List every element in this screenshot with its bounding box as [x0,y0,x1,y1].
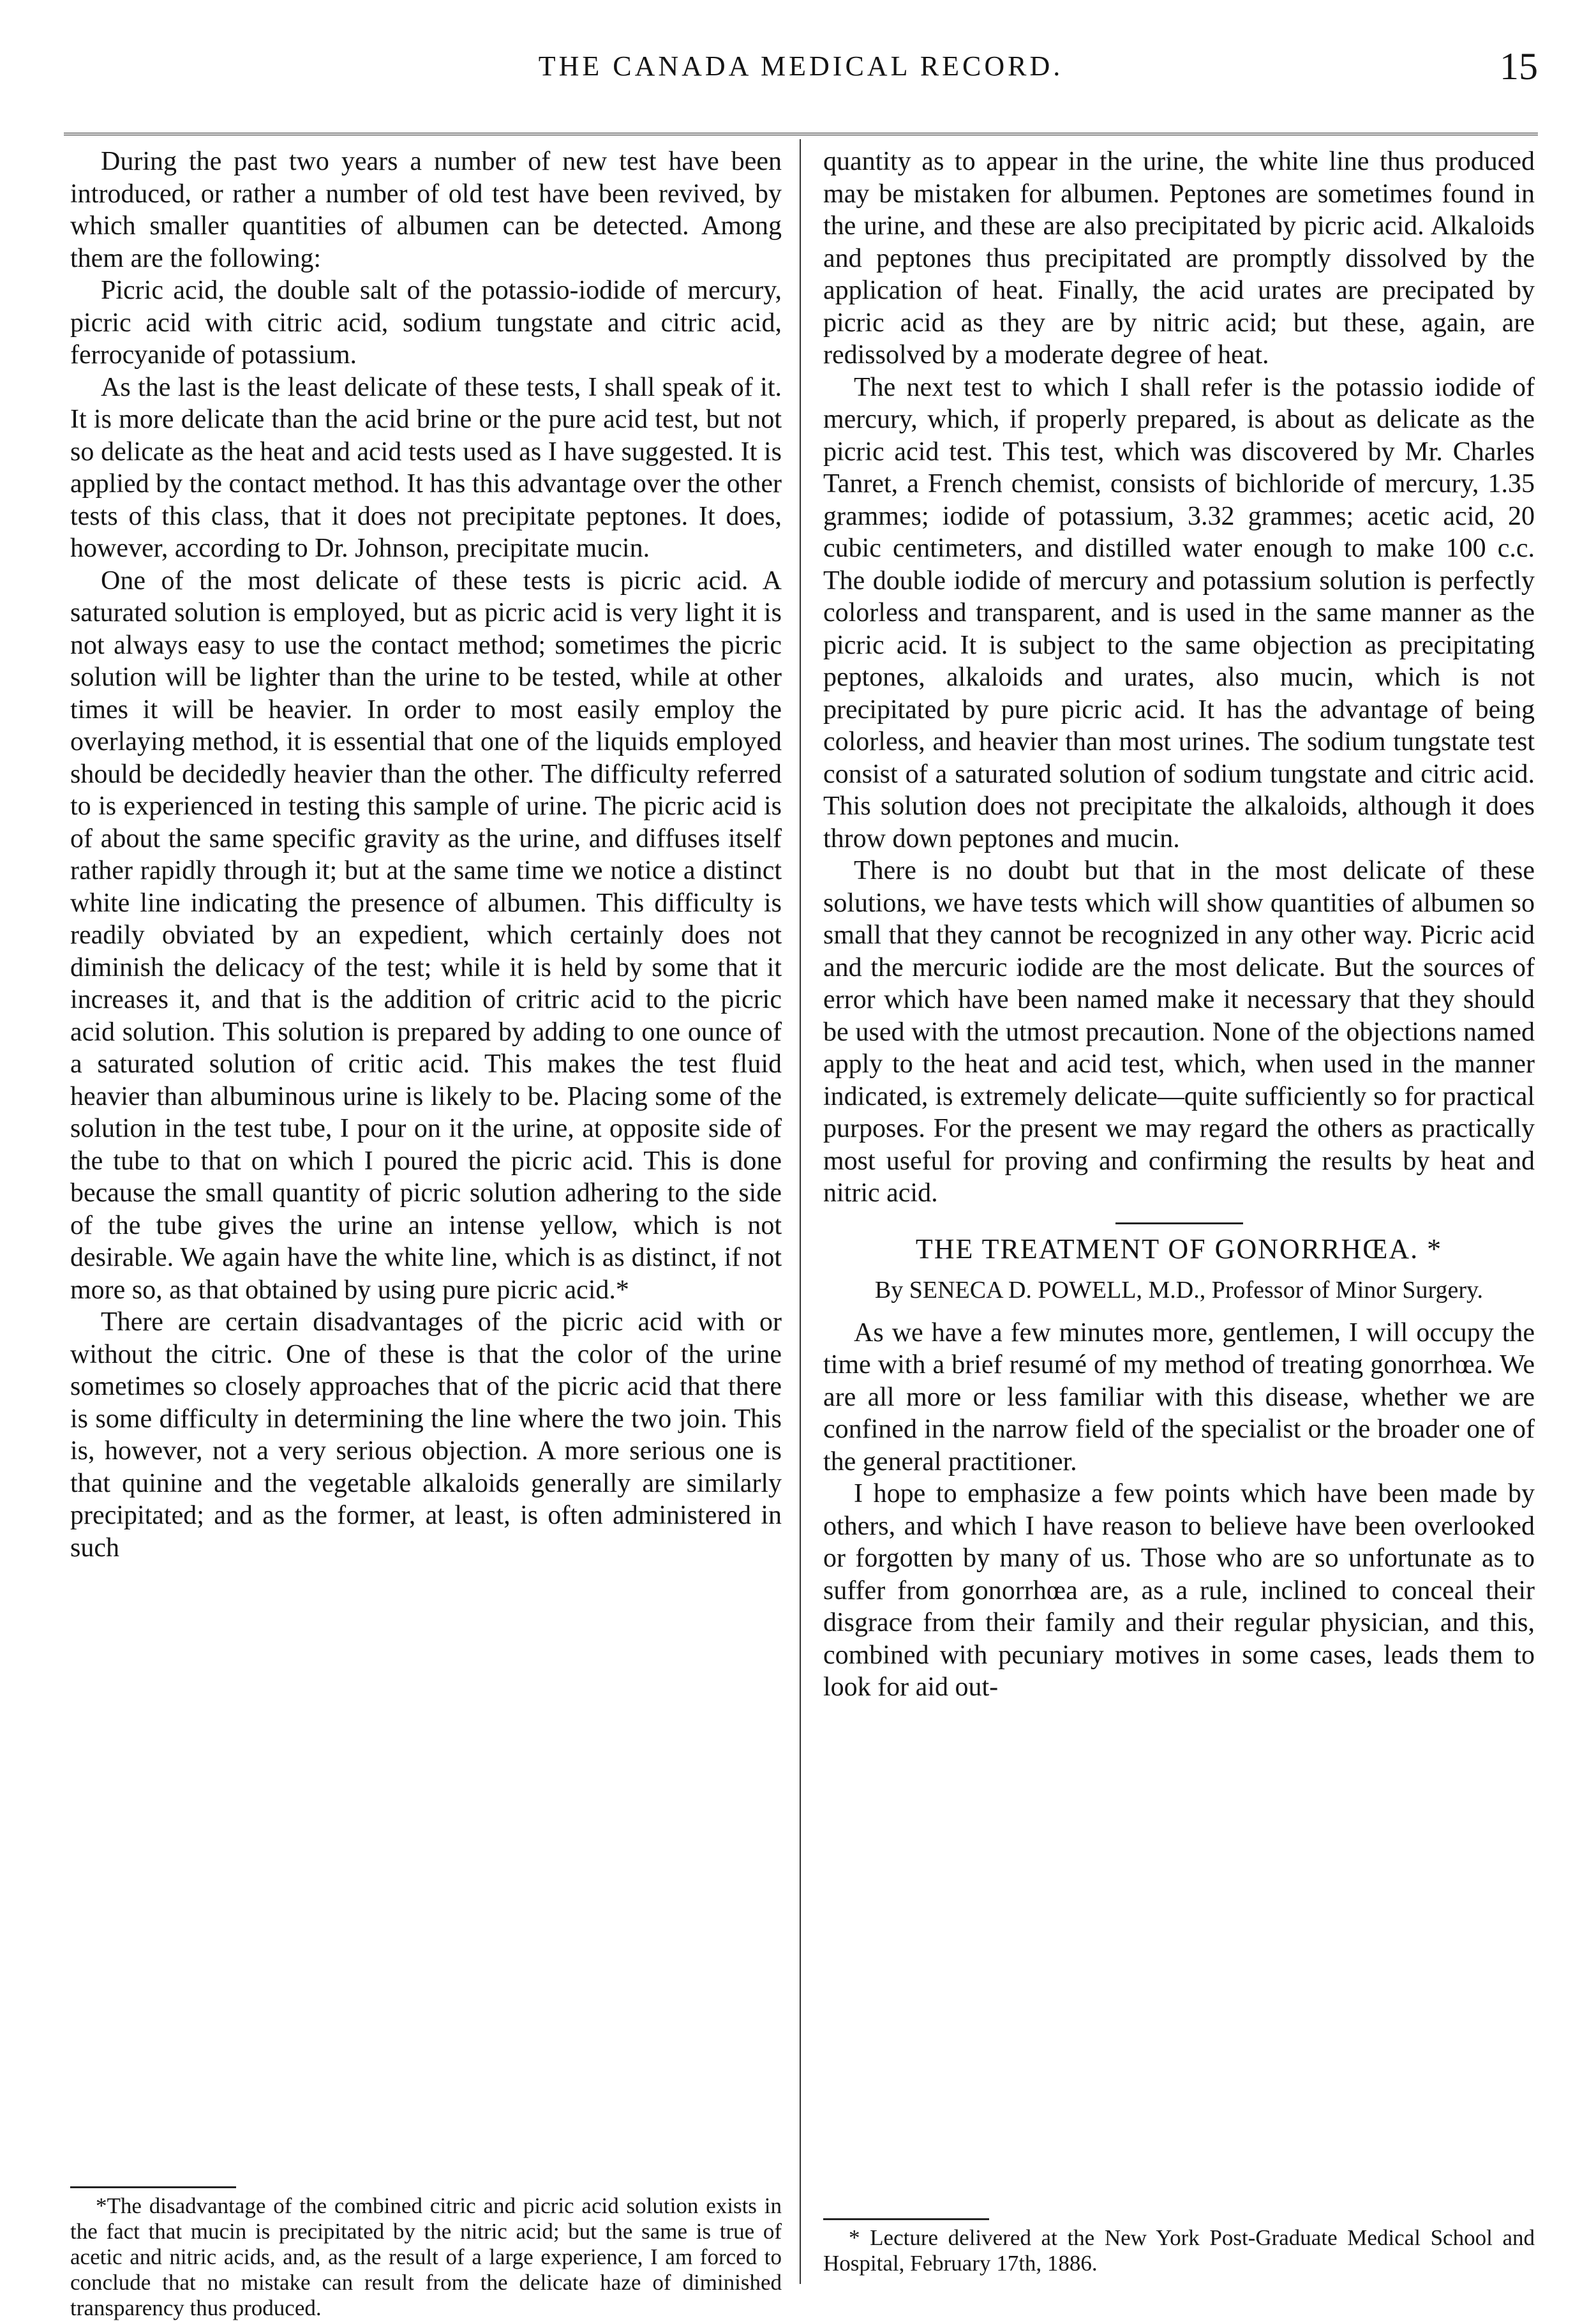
column-divider [800,139,801,2284]
paragraph: One of the most delicate of these tests is picric acid. A saturated solution is employed, but as picric acid is very light it is not always easy to use the contact method; sometimes the picric solution will be lighter than the urine to be tested, while at other times it will be heavier. In order to most easily employ the overlaying method, it is essential that one of the liquids employed should be decidedly heavier than the other. The difficulty referred to is experienced in testing this sample of urine. The picric acid is of about the same specific gravity as the urine, and diffuses itself rather rapidly through it; but at the same time we notice a distinct white line indicating the presence of albumen. This difficulty is readily obviated by an expedient, which certainly does not diminish the delicacy of the test; while it is held by some that it increases it, and that is the addition of critric acid to the picric acid solution. This solution is prepared by adding to one ounce of a saturated solution of critic acid. This makes the test fluid heavier than albuminous urine is likely to be. Placing some of the solution in the test tube, I pour on it the urine, at opposite side of the tube to that on which I poured the picric acid. This is done because the small quantity of picric solution adhering to the side of the tube gives the urine an intense yellow, which is not desirable. We again have the white line, which is as distinct, if not more so, as that obtained by using pure picric acid.* [70,566,782,1305]
byline: By SENECA D. POWELL, M.D., Professor of Minor Surgery. [874,1277,1484,1303]
paragraph: During the past two years a number of new test have been introduced, or rather a number of old test have been revived, by which smaller quantities of albumen can be detected. Among them are the following: [70,147,782,273]
footnote-rule [70,2186,236,2188]
paragraph: As we have a few minutes more, gentlemen, I will occupy the time with a brief resumé of my method of treating gonorrhœa. We are all more or less familiar with this disease, whether we are confined in the narrow field of the specialist or the broader one of the general practitioner. [823,1318,1535,1476]
header-rule [64,133,1538,135]
paragraph: quantity as to appear in the urine, the white line thus produced may be mistaken for albumen. Peptones are sometimes found in the urine, and these are also precipitated by picric acid. Alkaloids and peptones thus precipitated are promptly dissolved by the application of heat. Finally, the acid urates are precipated by picric acid as they are by nitric acid; but these, again, are redissolved by a moderate degree of heat. [823,147,1535,370]
page-header [64,45,1538,96]
running-title: THE CANADA MEDICAL RECORD. [538,50,1064,82]
footnote-text: * Lecture delivered at the New York Post-Graduate Medical School and Hospital, February 17th, 1886. [823,2225,1535,2276]
left-footnote [70,2186,782,2321]
section-separator [1115,1222,1243,1224]
section-title: THE TREATMENT OF GONORRHŒA. * [915,1233,1443,1265]
right-footnote [823,2218,1535,2276]
footnote-text: *The disadvantage of the combined citric and picric acid solution exists in the fact that mucin is precipitated by the nitric acid; but the same is true of acetic and nitric acids, and, as the result of a large experience, I am forced to conclude that no mistake can result from the delicate haze of diminished transparency thus produced. [70,2193,782,2320]
paragraph: As the last is the least delicate of these tests, I shall speak of it. It is more delicate than the acid brine or the pure acid test, but not so delicate as the heat and acid tests used as I have suggested. It is applied by the contact method. It has this advantage over the other tests of this class, that it does not precipitate peptones. It does, however, according to Dr. Johnson, precipitate mucin. [70,372,782,563]
paragraph: Picric acid, the double salt of the potassio-iodide of mercury, picric acid with citric acid, sodium tungstate and citric acid, ferrocyanide of potassium. [70,276,782,370]
paragraph: I hope to emphasize a few points which have been made by others, and which I have reason to believe have been overlooked or forgotten by many of us. Those who are so unfortunate as to suffer from gonorrhœa are, as a rule, inclined to conceal their disgrace from their family and their regular physician, and this, combined with pecuniary motives in some cases, leads them to look for aid out- [823,1479,1535,1702]
footnote-rule [823,2218,989,2220]
paragraph: There is no doubt but that in the most delicate of these solutions, we have tests which will show quantities of albumen so small that they cannot be recognized in any other way. Picric acid and the mercuric iodide are the most delicate. But the sources of error which have been named make it necessary that they should be used with the utmost precaution. None of the objections named apply to the heat and acid test, which, when used in the manner indicated, is extremely delicate—quite sufficiently so for practical purposes. For the present we may regard the others as practically most useful for proving and confirming the results by heat and nitric acid. [823,856,1535,1208]
paragraph: The next test to which I shall refer is the potassio iodide of mercury, which, if properly prepared, is about as delicate as the picric acid test. This test, which was discovered by Mr. Charles Tanret, a French chemist, consists of bichloride of mercury, 1.35 grammes; iodide of potassium, 3.32 grammes; acetic acid, 20 cubic centimeters, and distilled water enough to make 100 c.c. The double iodide of mercury and potassium solution is perfectly colorless and transparent, and is used in the same manner as the picric acid. It is subject to the same objection as precipitating peptones, alkaloids and urates, also mucin, which is not precipitated by pure picric acid. It has the advantage of being colorless, and heavier than most urines. The sodium tungstate test consist of a saturated solution of sodium tungstate and citric acid. This solution does not precipitate the alkaloids, although it does throw down peptones and mucin. [823,372,1535,853]
paragraph: There are certain disadvantages of the picric acid with or without the citric. One of these is that the color of the urine sometimes so closely approaches that of the picric acid that there is some difficulty in determining the line where the two join. This is, however, not a very serious objection. A more serious one is that quinine and the vegetable alkaloids generally are similarly precipitated; and as the former, at least, is often administered in such [70,1307,782,1563]
page-number: 15 [1500,45,1538,87]
left-column [70,146,782,1564]
right-column [823,146,1535,1704]
